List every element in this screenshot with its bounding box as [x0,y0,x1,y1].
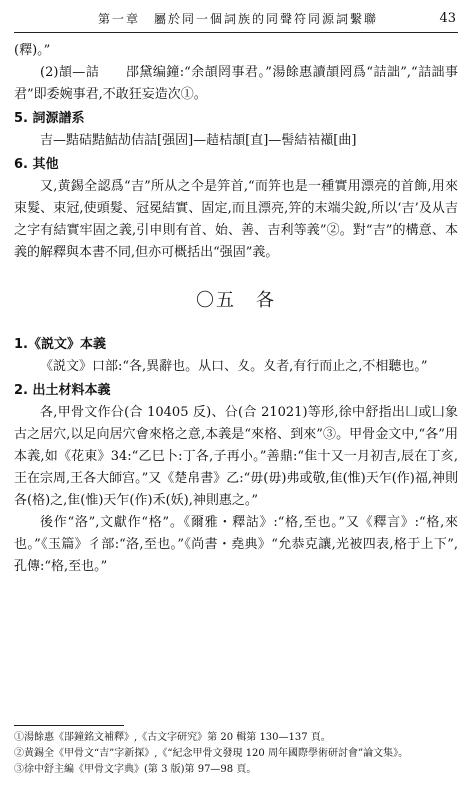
heading-shuowen: 1.《説文》本義 [14,337,106,352]
footnotes [14,730,458,778]
paragraph-item-2: (2)頡—詰 郘黛编鐘:“余頡罔事君。”湯餘惠讀頡罔爲“詰詘”,“詰詘事君”即委婉事君,不敢狂妄造次①。 [14,65,458,102]
chapter-title: 第一章 屬於同一個詞族的同聲符同源詞繫聯 [98,12,379,26]
heading-other: 6. 其他 [14,157,59,172]
paragraph-later-forms: 後作“洛”,文獻作“格”。《爾雅・釋詁》:“格,至也。”又《釋言》:“格,來也。”《玉篇》彳部:“洛,至也。”《尚書・堯典》“允恭克讓,光被四表,格于上下”,孔傳:“格,至也。” [14,515,458,574]
heading-etymon-lineage: 5. 詞源譜系 [14,111,85,126]
footnote: ①湯餘惠《郘鐘銘文補釋》,《古文字研究》第 20 輯第 130—137 頁。 [14,732,331,743]
page-number: 43 [439,11,456,26]
footnote-divider [14,725,124,726]
paragraph-other: 又,黄錫全認爲“吉”所从之仐是笄首,“而笄也是一種實用漂亮的首飾,用來束髮、束冠,使頭髮、冠冕結實、固定,而且漂亮,笄的末端尖銳,所以‘吉’及从吉之字有結實牢固之義,引申則有首、始、善、吉利等義”②。對“吉”的構意、本義的解釋與本書不同,但亦可概括出“强固”義。 [14,179,458,260]
paragraph-excavated: 各,甲骨文作㕣(合 10405 反)、㕣(合 21021)等形,徐中舒指出凵或凵象古之居穴,以足向居穴會來格之意,本義是“來格、到來”③。甲骨金文中,“各”用本義,如《花東》34:“乙巳卜:丁各,子再小。”善鼎:“隹十又一月初吉,辰在丁亥,王在宗周,王各大師宫。”又《楚帛書》乙:“毋(毋)弗或敬,隹(惟)天乍(作)福,神則各(格)之,隹(惟)天乍(作)禾(妖),神則惠之。” [14,405,458,508]
paragraph-shuowen: 《説文》口部:“各,異辭也。从口、夊。夊者,有行而止之,不相聽也。” [40,359,428,374]
footnote: ③徐中舒主編《甲骨文字典》(第 3 版)第 97—98 頁。 [14,764,257,775]
section-title: 〇五 各 [196,290,276,311]
running-header [14,6,458,33]
paragraph-lineage: 吉—黠硈黠鮚劼佶詰[强固]—趌桔頡[直]—髻結袺襭[曲] [40,133,357,148]
heading-excavated: 2. 出土材料本義 [14,383,111,398]
main-text [14,40,458,578]
paragraph-continuation: (釋)。” [14,43,51,58]
footnote: ②黄錫全《甲骨文“吉”字新探》,《“紀念甲骨文發現 120 周年國際學術研討會”論文集》。 [14,748,409,759]
